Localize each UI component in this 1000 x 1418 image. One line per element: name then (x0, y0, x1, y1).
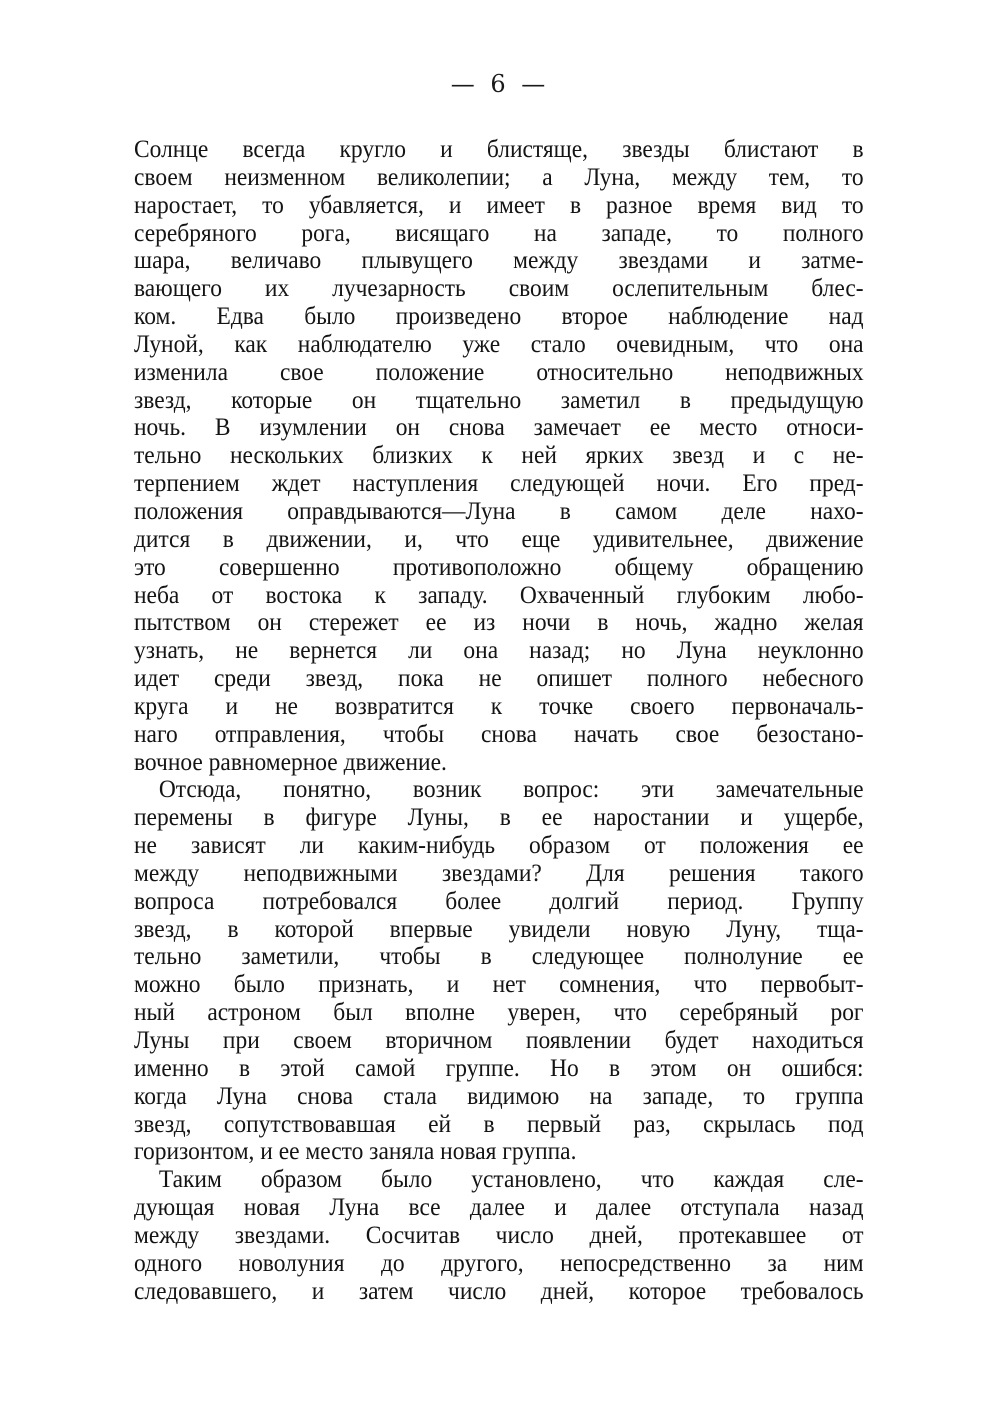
text-line: между звездами. Сосчитав число дней, протекавшее от (134, 1219, 864, 1249)
text-line: шара, величаво плывущего между звездами и затме- (134, 245, 864, 275)
page-number: — 6 — (450, 70, 550, 98)
text-line: следовавшего, и затем число дней, которое требовалось (134, 1275, 864, 1305)
text-line: дится в движении, и, что еще удивительнее, движение (134, 523, 864, 553)
text-line: узнать, не вернется ли она назад; но Луна неуклонно (134, 635, 864, 665)
text-line: вающего их лучезарность своим ослепительным блес- (134, 273, 864, 303)
text-line: вопроса потребовался более долгий период. Группу (134, 885, 864, 915)
text-line: наго отправления, чтобы снова начать свое безостано- (134, 718, 864, 748)
text-line: не зависят ли каким-нибудь образом от положения ее (134, 830, 864, 860)
text-line: одного новолуния до другого, непосредственно за ним (134, 1247, 864, 1277)
text-line: Луны при своем вторичном появлении будет находиться (134, 1025, 864, 1054)
text-line: ный астроном был вполне уверен, что серебряный рог (134, 997, 864, 1027)
text-line: звезд, которые он тщательно заметил в предыдущую (134, 384, 864, 414)
text-line: ком. Едва было произведено второе наблюдение над (134, 301, 864, 331)
text-line: Отсюда, понятно, возник вопрос: эти замечательные (158, 774, 864, 804)
text-line: изменила свое положение относительно неподвижных (134, 356, 864, 386)
text-line: неба от востока к западу. Охваченный глубоким любо- (134, 579, 864, 609)
text-line: Таким образом было установлено, что каждая сле- (158, 1164, 864, 1194)
text-line: звезд, сопутствовавшая ей в первый раз, скрылась под (134, 1108, 864, 1138)
text-line: круга и не возвратится к точке своего первоначаль- (134, 690, 864, 720)
text-line: тельно заметили, чтобы в следующее полнолуние ее (134, 941, 864, 971)
text-line: горизонтом, и ее место заняла новая группа. (134, 1136, 577, 1166)
text-line: тельно нескольких близких к ней ярких звезд и с не- (134, 440, 864, 470)
text-line: вочное равномерное движение. (134, 746, 447, 776)
body-text (134, 135, 864, 1304)
text-line: своем неизменном великолепии; а Луна, между тем, то (134, 161, 864, 191)
text-line: ночь. В изумлении он снова замечает ее место относи- (134, 412, 864, 442)
text-line: можно было признать, и нет сомнения, что первобыт- (134, 969, 864, 999)
text-line: серебряного рога, висящаго на западе, то полного (134, 217, 864, 247)
text-line: наростает, то убавляется, и имеет в разное время вид то (134, 189, 864, 219)
text-line: дующая новая Луна все далее и далее отступала назад (134, 1192, 864, 1222)
text-line: перемены в фигуре Луны, в ее наростании и ущербе, (134, 802, 864, 832)
text-line: пытством он стережет ее из ночи в ночь, жадно желая (134, 607, 864, 637)
text-line: звезд, в которой впервые увидели новую Луну, тща- (134, 913, 864, 943)
text-line: это совершенно противоположно общему обращению (134, 551, 864, 581)
text-line: между неподвижными звездами? Для решения такого (134, 857, 864, 887)
text-line: терпением ждет наступления следующей ночи. Его пред- (134, 468, 864, 498)
text-line: когда Луна снова стала видимою на западе, то группа (134, 1080, 864, 1110)
text-line: именно в этой самой группе. Но в этом он ошибся: (134, 1052, 864, 1082)
text-line: Солнце всегда кругло и блистяще, звезды блистают в (134, 134, 864, 163)
text-line: Луной, как наблюдателю уже стало очевидным, что она (134, 328, 864, 358)
text-line: идет среди звезд, пока не опишет полного небесного (134, 663, 864, 693)
text-line: положения оправдываются—Луна в самом деле нахо- (134, 495, 864, 525)
